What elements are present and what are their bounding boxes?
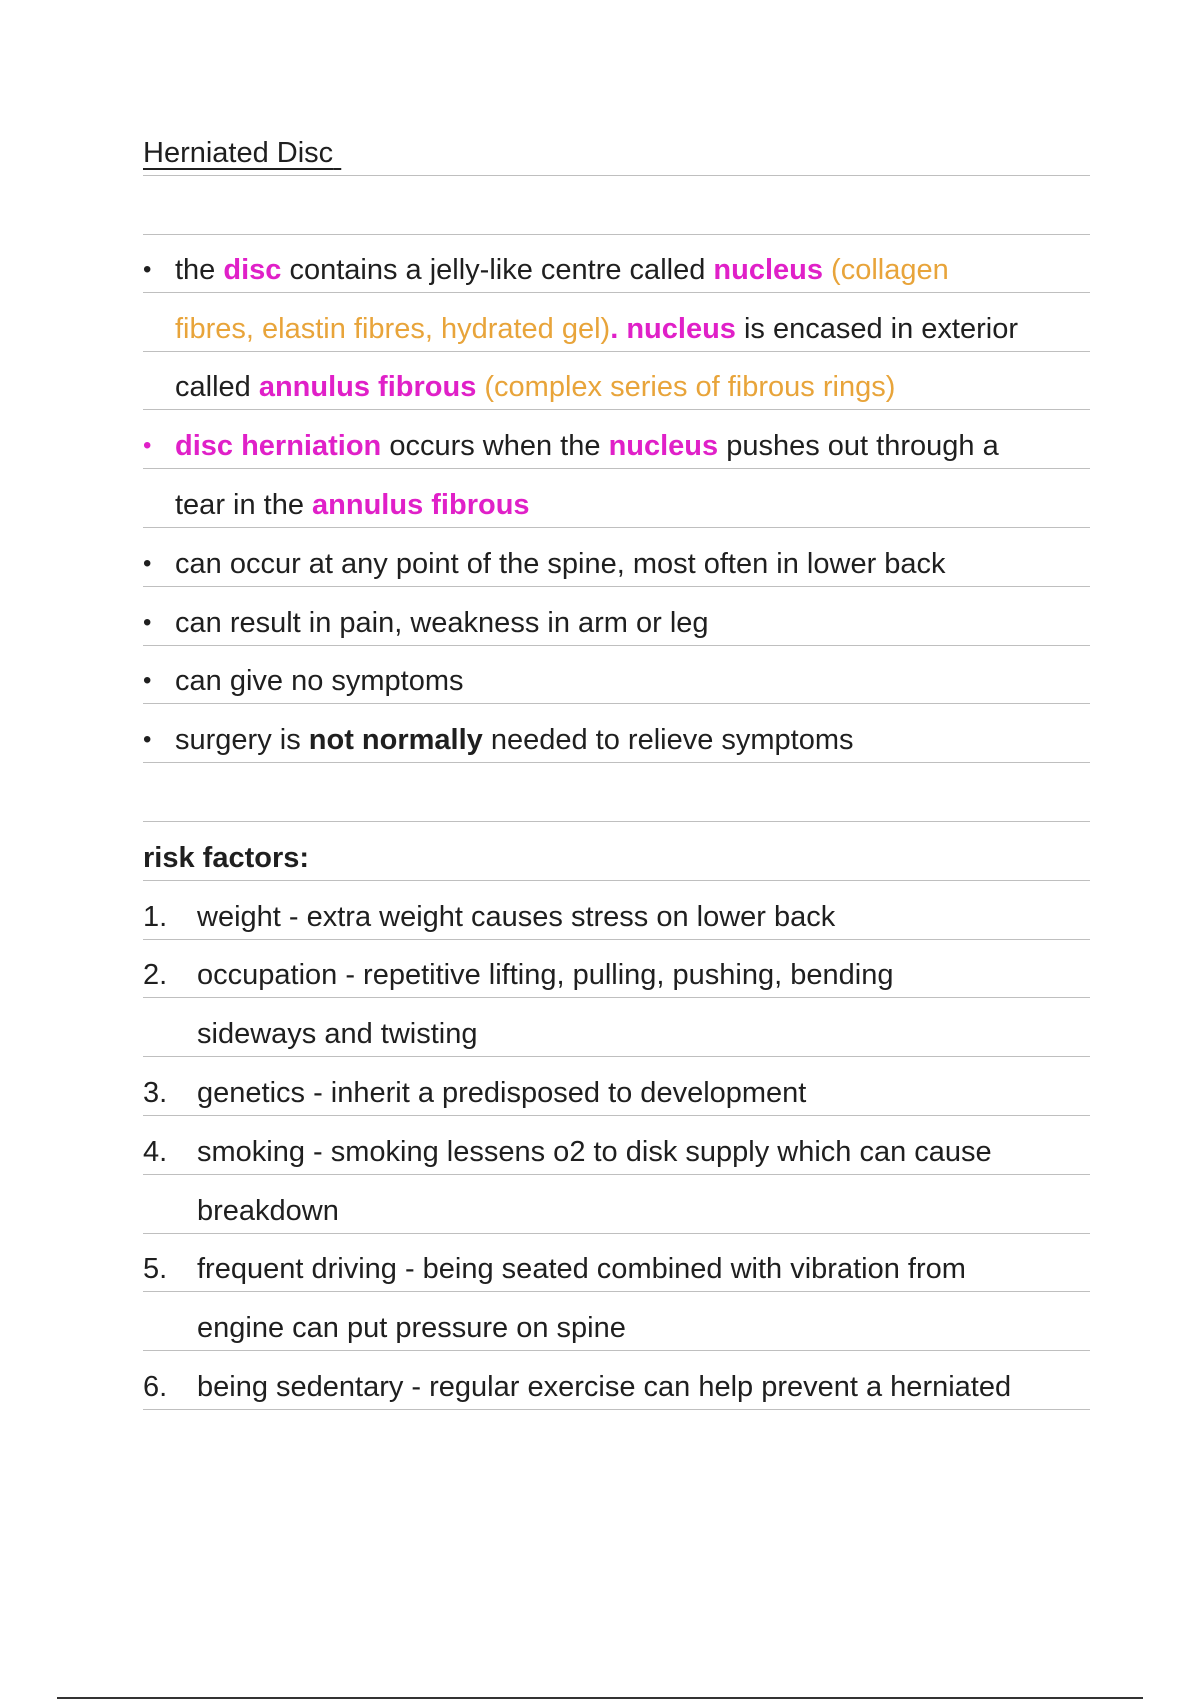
bullet-dot: • bbox=[143, 609, 152, 636]
numbered-continuation bbox=[143, 999, 1090, 1057]
bullet-row bbox=[143, 529, 1090, 587]
numbered-row bbox=[143, 1058, 1090, 1116]
risk-factor-text: genetics - inherit a predisposed to development bbox=[197, 1077, 807, 1109]
bullet-dot: • bbox=[143, 256, 152, 283]
risk-factor-text: sideways and twisting bbox=[197, 1018, 478, 1050]
bullet-continuation bbox=[143, 352, 1090, 410]
bullet-row bbox=[143, 705, 1090, 763]
bullet-continuation bbox=[143, 294, 1090, 352]
bullet-text: can give no symptoms bbox=[175, 665, 464, 697]
list-number: 5. bbox=[143, 1253, 168, 1285]
numbered-continuation bbox=[143, 1176, 1090, 1234]
numbered-row bbox=[143, 882, 1090, 940]
term-annulus-fibrous: annulus fibrous bbox=[312, 489, 530, 521]
text-run: contains a jelly-like centre called bbox=[281, 254, 714, 286]
bullet-continuation bbox=[143, 470, 1090, 528]
note-run: fibres, elastin fibres, hydrated gel) bbox=[175, 313, 611, 345]
bullet-dot: • bbox=[143, 432, 152, 459]
bullet-row bbox=[143, 411, 1090, 469]
bullet-dot: • bbox=[143, 550, 152, 577]
bullet-text bbox=[175, 429, 999, 463]
note-run: (complex series of fibrous rings) bbox=[476, 371, 896, 403]
list-number: 1. bbox=[143, 901, 168, 933]
numbered-continuation bbox=[143, 1293, 1090, 1351]
text-run: needed to relieve symptoms bbox=[482, 724, 854, 756]
risk-factor-text: frequent driving - being seated combined with vibration from bbox=[197, 1253, 966, 1285]
risk-heading-row bbox=[143, 823, 1090, 881]
list-number: 4. bbox=[143, 1136, 168, 1168]
numbered-row bbox=[143, 1234, 1090, 1292]
term-annulus-fibrous: annulus fibrous bbox=[258, 371, 477, 403]
bullet-row bbox=[143, 646, 1090, 704]
text-run: occurs when the bbox=[381, 430, 609, 462]
numbered-row bbox=[143, 1117, 1090, 1175]
title-row bbox=[143, 118, 1090, 176]
term-disc: disc bbox=[223, 254, 282, 286]
bullet-dot: • bbox=[143, 726, 152, 753]
text-run: the bbox=[175, 254, 224, 286]
list-number: 3. bbox=[143, 1077, 168, 1109]
text-run: is encased in exterior bbox=[735, 313, 1019, 345]
term-nucleus: nucleus bbox=[713, 254, 823, 286]
term-nucleus: . nucleus bbox=[610, 313, 736, 345]
bullet-row bbox=[143, 588, 1090, 646]
bullet-text bbox=[175, 312, 1018, 346]
note-run: (collagen bbox=[822, 254, 949, 286]
blank-rule bbox=[143, 764, 1090, 822]
page-bottom-rule bbox=[57, 1697, 1143, 1699]
risk-factor-text: engine can put pressure on spine bbox=[197, 1312, 626, 1344]
bullet-row bbox=[143, 235, 1090, 293]
risk-factor-text: being sedentary - regular exercise can help prevent a herniated bbox=[197, 1371, 1012, 1403]
text-run: called bbox=[175, 371, 259, 403]
numbered-row bbox=[143, 1352, 1090, 1410]
term-disc-herniation: disc herniation bbox=[175, 430, 382, 462]
risk-factor-text: occupation - repetitive lifting, pulling, pushing, bending bbox=[197, 959, 894, 991]
bullet-text bbox=[175, 488, 530, 522]
bullet-text bbox=[175, 723, 854, 757]
bullet-text bbox=[175, 370, 895, 404]
risk-factor-text: weight - extra weight causes stress on lower back bbox=[197, 901, 836, 933]
text-run: pushes out through a bbox=[718, 430, 999, 462]
numbered-row bbox=[143, 940, 1090, 998]
text-run: tear in the bbox=[175, 489, 313, 521]
page-title: Herniated Disc bbox=[143, 137, 334, 169]
term-nucleus: nucleus bbox=[608, 430, 719, 462]
bullet-text: can occur at any point of the spine, most often in lower back bbox=[175, 548, 946, 580]
blank-rule bbox=[143, 177, 1090, 235]
bullet-text: can result in pain, weakness in arm or leg bbox=[175, 607, 709, 639]
risk-factor-text: breakdown bbox=[197, 1195, 339, 1227]
list-number: 2. bbox=[143, 959, 168, 991]
risk-factors-heading: risk factors: bbox=[143, 842, 310, 874]
emphasis-not-normally: not normally bbox=[308, 724, 483, 756]
bullet-dot: • bbox=[143, 667, 152, 694]
bullet-text bbox=[175, 253, 949, 287]
list-number: 6. bbox=[143, 1371, 168, 1403]
risk-factor-text: smoking - smoking lessens o2 to disk supply which can cause bbox=[197, 1136, 992, 1168]
text-run: surgery is bbox=[175, 724, 309, 756]
